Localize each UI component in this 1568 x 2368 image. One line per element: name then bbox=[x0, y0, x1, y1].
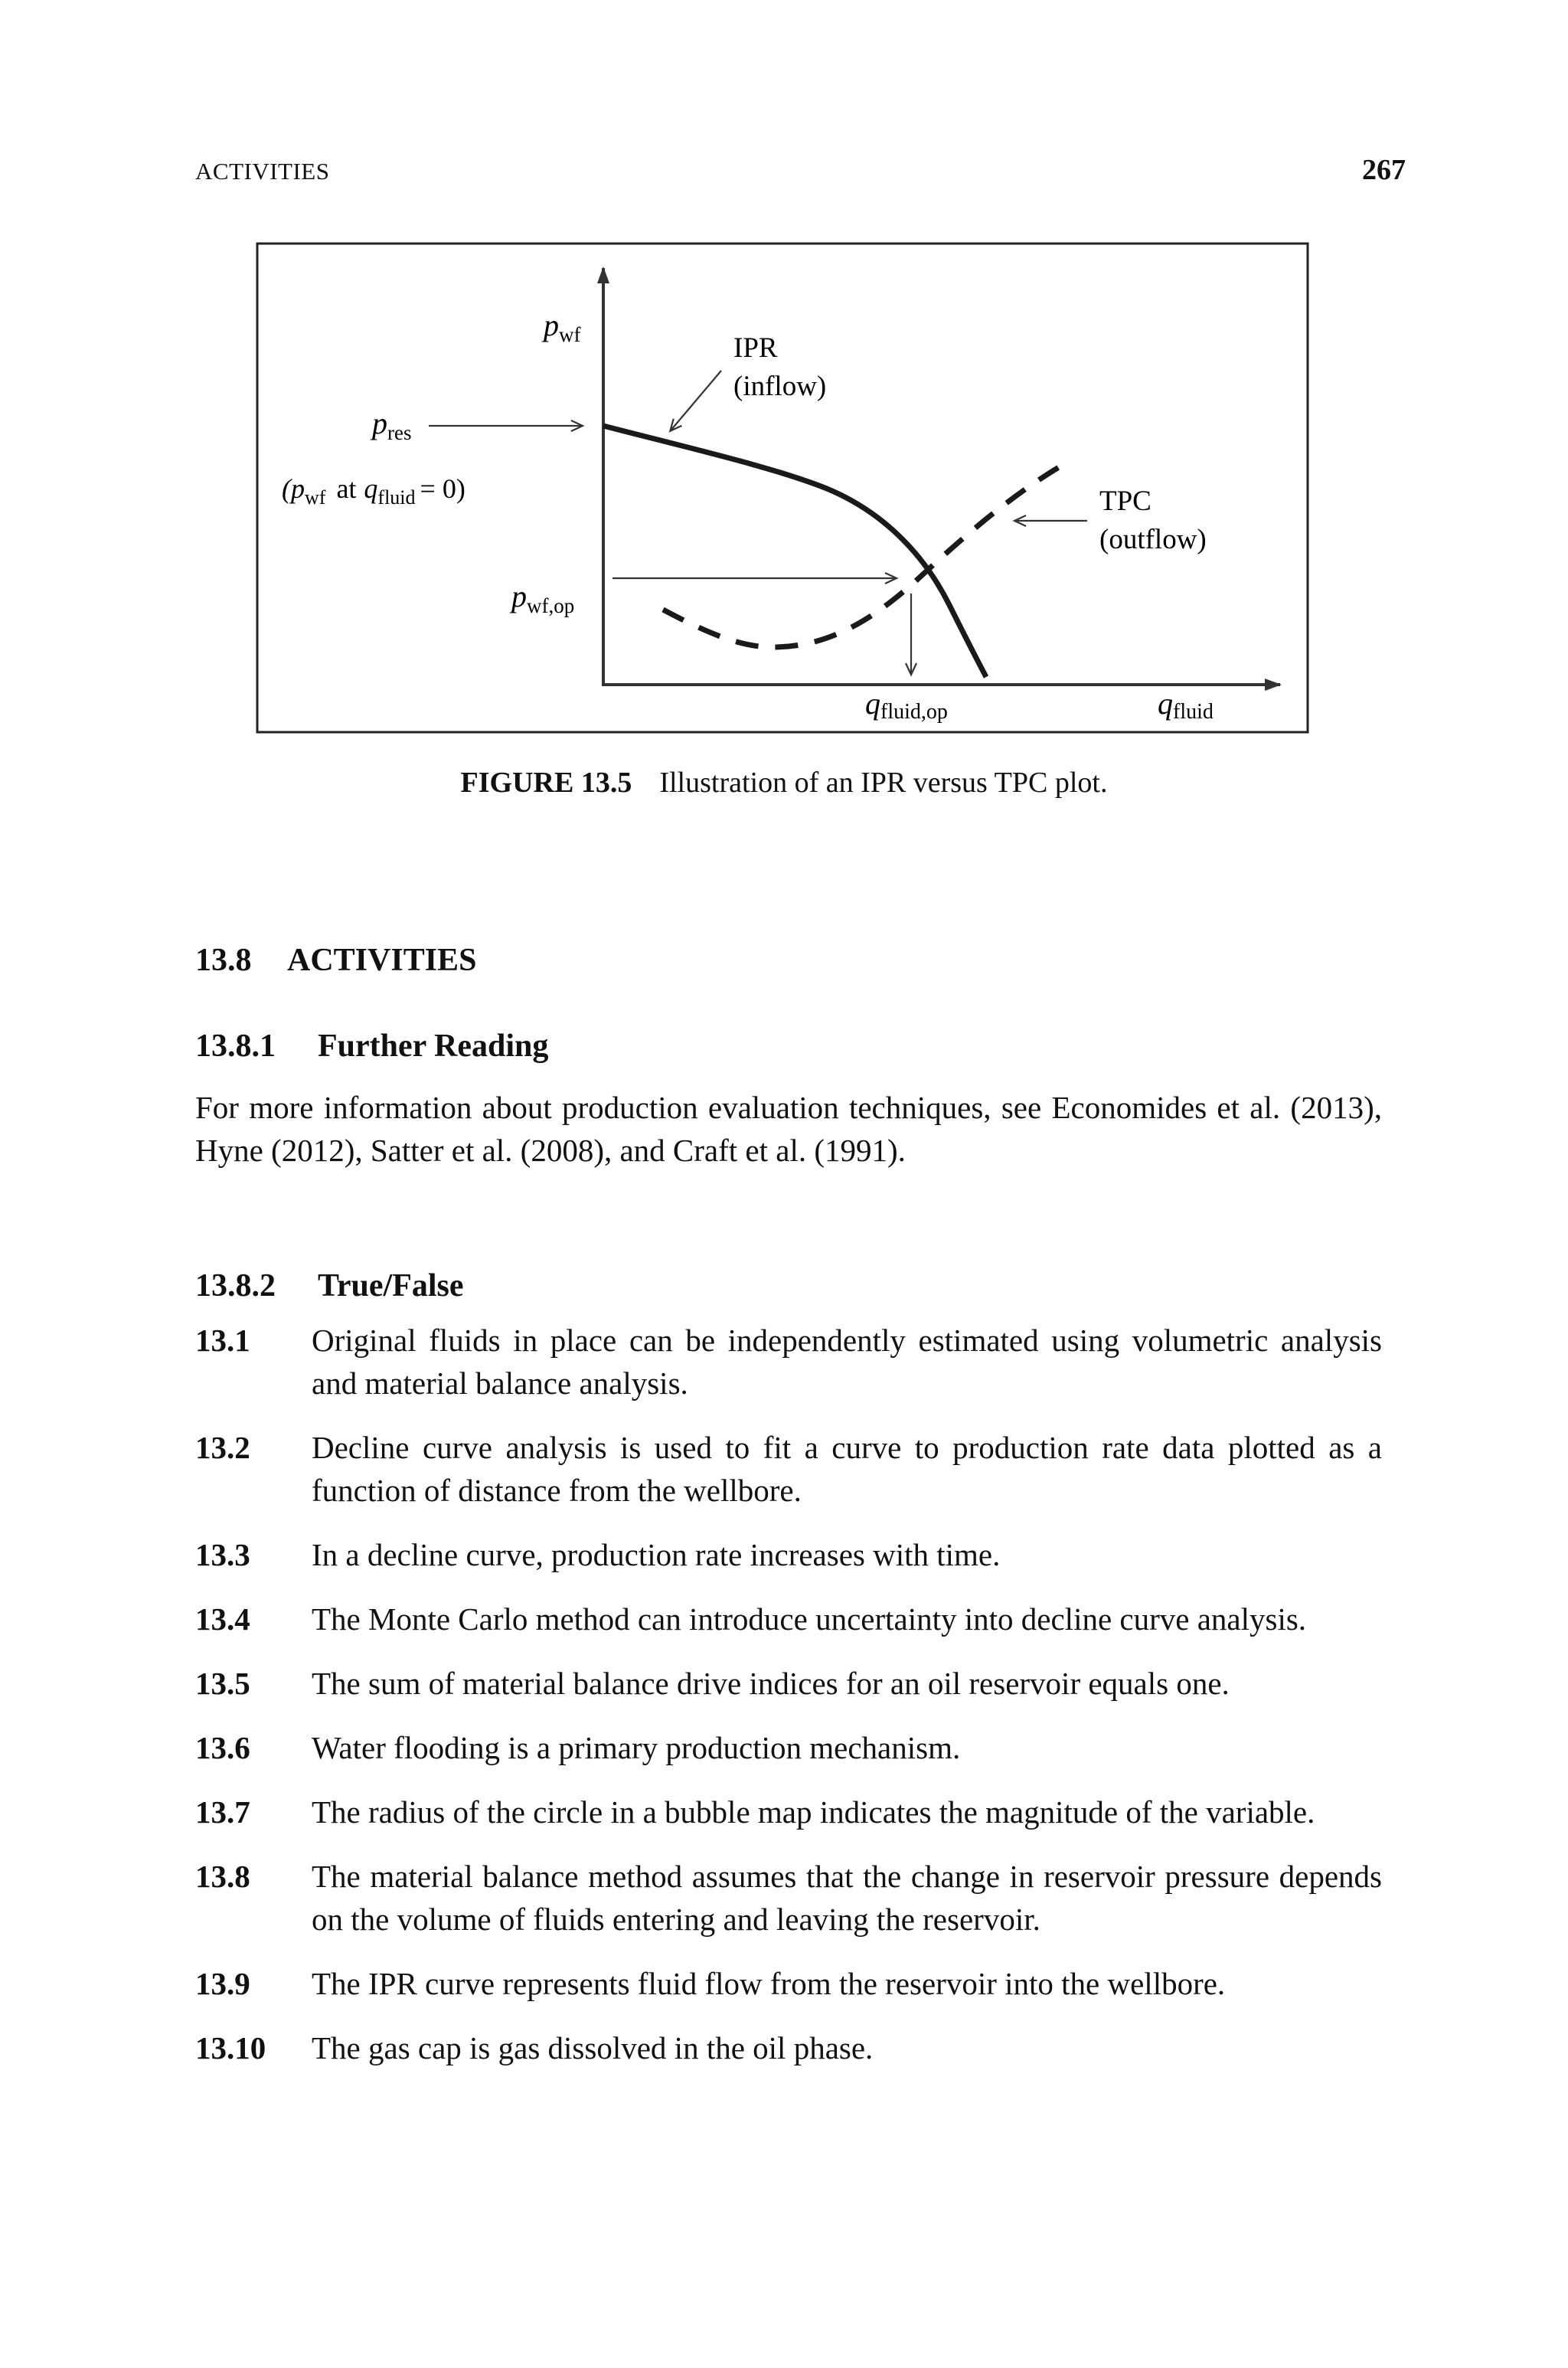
item-number: 13.1 bbox=[195, 1323, 250, 1358]
ipr-pointer-arrow bbox=[671, 371, 721, 430]
pwf-label: $p_{wf}$ bbox=[544, 308, 581, 346]
item-text: Decline curve analysis is used to fit a curve to production rate data plotted as a function of distance from the wellbore. bbox=[312, 1430, 1382, 1508]
item-text: The sum of material balance drive indices for an oil reservoir equals one. bbox=[312, 1666, 1230, 1701]
item-text: In a decline curve, production rate increases with time. bbox=[312, 1537, 1001, 1572]
item-number: 13.4 bbox=[195, 1601, 250, 1637]
pwfop-label: $p_{wf,op}$ bbox=[511, 579, 575, 617]
list-item bbox=[195, 1791, 1382, 1833]
subsection-title: True/False bbox=[318, 1268, 464, 1303]
figure-ipr-tpc bbox=[0, 0, 1568, 751]
figure-caption-label: FIGURE 13.5 bbox=[460, 767, 632, 799]
item-text: The gas cap is gas dissolved in the oil phase. bbox=[312, 2030, 874, 2065]
item-number: 13.9 bbox=[195, 1966, 250, 2001]
item-text: Water flooding is a primary production mechanism. bbox=[312, 1730, 961, 1765]
item-number: 13.8 bbox=[195, 1859, 250, 1894]
item-number: 13.10 bbox=[195, 2030, 266, 2065]
section-heading bbox=[195, 942, 476, 979]
ipr-curve bbox=[603, 426, 986, 677]
subsection-number: 13.8.1 bbox=[195, 1029, 276, 1064]
subsection-heading-true-false bbox=[195, 1267, 464, 1304]
pres-note-label: ($p_{wf}$ at $q_{fluid} = 0$) bbox=[282, 473, 466, 509]
section-title: ACTIVITIES bbox=[287, 943, 477, 978]
qfluid-label: qfluid bbox=[1158, 686, 1214, 724]
item-text: The IPR curve represents fluid flow from the reservoir into the wellbore. bbox=[312, 1966, 1226, 2001]
further-reading-paragraph: For more information about production evaluation techniques, see Economides et al. (2013), Hyne (2012), Satter et al. (2008), and Craft et al. (1991). bbox=[195, 1090, 1382, 1168]
item-number: 13.3 bbox=[195, 1537, 250, 1572]
list-item bbox=[195, 1726, 1382, 1769]
tpc-curve bbox=[663, 460, 1072, 647]
figure-caption-text: Illustration of an IPR versus TPC plot. bbox=[659, 767, 1108, 799]
item-number: 13.6 bbox=[195, 1730, 250, 1765]
running-head: ACTIVITIES bbox=[195, 158, 330, 185]
qop-label: qfluid,op bbox=[865, 686, 948, 724]
tpc-label: TPC (outflow) bbox=[1099, 486, 1207, 555]
item-number: 13.2 bbox=[195, 1430, 250, 1465]
list-item bbox=[195, 1855, 1382, 1941]
page-number: 267 bbox=[1362, 154, 1406, 186]
subsection-number: 13.8.2 bbox=[195, 1268, 276, 1303]
list-item bbox=[195, 1598, 1382, 1640]
section-number: 13.8 bbox=[195, 943, 252, 978]
ipr-label: IPR (inflow) bbox=[733, 332, 827, 402]
item-text: The Monte Carlo method can introduce uncertainty into decline curve analysis. bbox=[312, 1601, 1307, 1637]
list-item bbox=[195, 1426, 1382, 1512]
list-item bbox=[195, 1662, 1382, 1705]
item-text: The radius of the circle in a bubble map indicates the magnitude of the variable. bbox=[312, 1794, 1315, 1830]
list-item bbox=[195, 1319, 1382, 1405]
subsection-heading-further-reading bbox=[195, 1028, 548, 1065]
item-number: 13.5 bbox=[195, 1666, 250, 1701]
list-item bbox=[195, 2026, 1382, 2069]
item-text: Original fluids in place can be independently estimated using volumetric analysis and material balance analysis. bbox=[312, 1323, 1382, 1401]
true-false-list bbox=[195, 1319, 1382, 2091]
list-item bbox=[195, 1533, 1382, 1576]
item-number: 13.7 bbox=[195, 1794, 250, 1830]
item-text: The material balance method assumes that the change in reservoir pressure depends on the volume of fluids entering and leaving the reservoir. bbox=[312, 1859, 1382, 1937]
pres-label: $p_{res}$ bbox=[372, 406, 412, 444]
list-item bbox=[195, 1962, 1382, 2005]
figure-caption bbox=[0, 766, 1568, 800]
subsection-title: Further Reading bbox=[318, 1029, 549, 1064]
